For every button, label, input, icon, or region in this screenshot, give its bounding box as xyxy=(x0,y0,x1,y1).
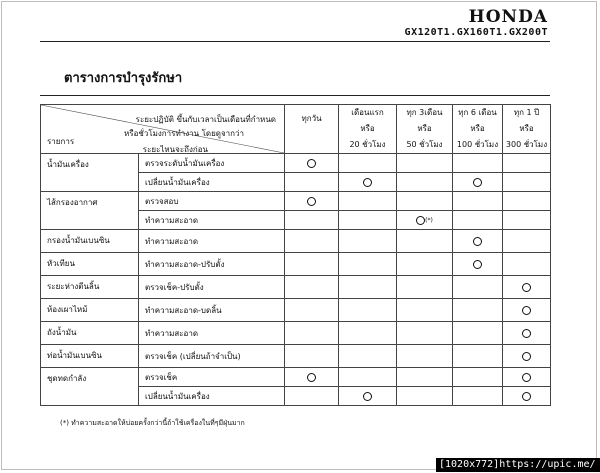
action-name: เปลี่ยนน้ำมันเครื่อง xyxy=(139,173,285,192)
schedule-cell xyxy=(339,173,397,192)
table-row xyxy=(41,322,551,345)
schedule-cell xyxy=(453,173,503,192)
schedule-cell xyxy=(397,230,453,253)
action-name: ทำความสะอาด xyxy=(139,322,285,345)
action-name: ทำความสะอาด xyxy=(139,230,285,253)
brand-logo: HONDA xyxy=(468,7,548,27)
schedule-cell xyxy=(503,368,551,387)
interval-header-first-month xyxy=(339,105,397,154)
action-name: ตรวจเช็ค (เปลี่ยนถ้าจำเป็น) xyxy=(139,345,285,368)
schedule-cell xyxy=(453,253,503,276)
check-circle-icon xyxy=(522,373,531,382)
schedule-cell xyxy=(503,154,551,173)
action-name: ตรวจเช็ค-ปรับตั้ง xyxy=(139,276,285,299)
check-circle-icon xyxy=(522,306,531,315)
schedule-cell xyxy=(397,154,453,173)
interval-line: หรือ xyxy=(470,124,485,133)
action-name: ทำความสะอาด-ปรับตั้ง xyxy=(139,253,285,276)
table-row xyxy=(41,299,551,322)
schedule-cell xyxy=(285,387,339,406)
schedule-cell xyxy=(339,211,397,230)
maintenance-table-body xyxy=(41,154,551,406)
item-name: ห้องเผาไหม้ xyxy=(41,299,139,322)
schedule-cell xyxy=(397,192,453,211)
schedule-cell xyxy=(397,387,453,406)
interval-line: เดือนแรก xyxy=(351,108,384,117)
schedule-cell xyxy=(285,192,339,211)
table-row xyxy=(41,345,551,368)
schedule-cell xyxy=(453,192,503,211)
schedule-cell xyxy=(339,322,397,345)
check-circle-icon xyxy=(363,178,372,187)
item-name: ท่อน้ำมันเบนซิน xyxy=(41,345,139,368)
action-name: ทำความสะอาด xyxy=(139,211,285,230)
schedule-cell xyxy=(339,154,397,173)
schedule-cell xyxy=(503,387,551,406)
schedule-cell xyxy=(503,192,551,211)
check-circle-icon xyxy=(522,329,531,338)
schedule-cell xyxy=(397,276,453,299)
schedule-cell xyxy=(397,211,453,230)
interval-header-1-year xyxy=(503,105,551,154)
schedule-cell xyxy=(453,387,503,406)
schedule-cell xyxy=(285,154,339,173)
schedule-cell xyxy=(285,173,339,192)
item-name: หัวเทียน xyxy=(41,253,139,276)
title-rule xyxy=(40,95,550,96)
check-circle-icon xyxy=(522,352,531,361)
table-row xyxy=(41,276,551,299)
schedule-cell xyxy=(453,368,503,387)
check-circle-icon xyxy=(522,392,531,401)
schedule-cell xyxy=(503,276,551,299)
interval-line: หรือ xyxy=(519,124,534,133)
schedule-cell xyxy=(503,253,551,276)
schedule-cell xyxy=(397,322,453,345)
check-circle-icon xyxy=(307,373,316,382)
item-name: ไส้กรองอากาศ xyxy=(41,192,139,230)
schedule-cell xyxy=(285,253,339,276)
schedule-cell xyxy=(285,322,339,345)
schedule-cell xyxy=(285,299,339,322)
interval-line: ทุก 6 เดือน xyxy=(458,108,497,117)
table-row xyxy=(41,230,551,253)
interval-header-daily xyxy=(285,105,339,154)
interval-line: 300 ชั่วโมง xyxy=(505,140,548,149)
schedule-cell xyxy=(339,253,397,276)
schedule-cell xyxy=(339,368,397,387)
table-row xyxy=(41,368,551,387)
item-column-label: รายการ xyxy=(47,137,75,146)
header-rule xyxy=(40,41,550,42)
interval-line: 50 ชั่วโมง xyxy=(406,140,443,149)
item-name: ถังน้ำมัน xyxy=(41,322,139,345)
schedule-cell xyxy=(453,211,503,230)
action-name: ตรวจเช็ค xyxy=(139,368,285,387)
check-circle-icon xyxy=(307,197,316,206)
schedule-cell xyxy=(339,387,397,406)
interval-line: หรือ xyxy=(417,124,432,133)
schedule-cell xyxy=(453,276,503,299)
diagonal-header xyxy=(41,105,285,154)
item-name: กรองน้ำมันเบนซิน xyxy=(41,230,139,253)
check-circle-icon xyxy=(307,159,316,168)
diagonal-text-3: ระยะไหนจะถึงก่อน xyxy=(142,145,208,154)
schedule-cell xyxy=(453,322,503,345)
check-circle-icon xyxy=(473,260,482,269)
item-name: น้ำมันเครื่อง xyxy=(41,154,139,192)
item-name: ชุดทดกำลัง xyxy=(41,368,139,406)
action-name: ตรวจระดับน้ำมันเครื่อง xyxy=(139,154,285,173)
action-name: เปลี่ยนน้ำมันเครื่อง xyxy=(139,387,285,406)
check-circle-icon xyxy=(416,216,425,225)
schedule-cell xyxy=(397,299,453,322)
maintenance-table xyxy=(40,104,551,406)
diagonal-text-1: ระยะปฏิบัติ ขึ้นกับเวลาเป็นเดือนที่กำหนด xyxy=(135,115,276,124)
schedule-cell xyxy=(453,345,503,368)
schedule-cell xyxy=(339,345,397,368)
schedule-cell xyxy=(285,276,339,299)
schedule-cell xyxy=(397,173,453,192)
schedule-cell xyxy=(503,322,551,345)
schedule-cell xyxy=(339,230,397,253)
check-circle-icon xyxy=(363,392,372,401)
interval-line: ทุก 1 ปี xyxy=(513,108,540,117)
table-row xyxy=(41,192,551,211)
action-name: ตรวจสอบ xyxy=(139,192,285,211)
schedule-cell xyxy=(285,211,339,230)
interval-line: ทุก 3เดือน xyxy=(406,108,443,117)
interval-header-6-months xyxy=(453,105,503,154)
table-row xyxy=(41,154,551,173)
interval-line: ทุกวัน xyxy=(301,114,322,123)
table-row xyxy=(41,253,551,276)
schedule-cell xyxy=(285,345,339,368)
schedule-cell xyxy=(453,299,503,322)
schedule-cell xyxy=(397,368,453,387)
schedule-cell xyxy=(503,211,551,230)
schedule-cell xyxy=(285,368,339,387)
action-name: ทำความสะอาด-บดลิ้น xyxy=(139,299,285,322)
interval-header-3-months xyxy=(397,105,453,154)
interval-line: 20 ชั่วโมง xyxy=(349,140,386,149)
item-name: ระยะห่างตีนลิ้น xyxy=(41,276,139,299)
schedule-cell xyxy=(339,299,397,322)
page-title: ตารางการบำรุงรักษา xyxy=(64,71,183,86)
schedule-cell xyxy=(503,230,551,253)
schedule-cell xyxy=(503,299,551,322)
check-circle-icon xyxy=(473,237,482,246)
schedule-cell xyxy=(285,230,339,253)
footnote-marker: (*) xyxy=(425,216,433,224)
model-numbers: GX120T1.GX160T1.GX200T xyxy=(404,27,548,38)
check-circle-icon xyxy=(522,283,531,292)
schedule-cell xyxy=(453,154,503,173)
schedule-cell xyxy=(503,173,551,192)
watermark: [1020x772]https://upic.me/ xyxy=(436,458,600,472)
interval-line: 100 ชั่วโมง xyxy=(456,140,499,149)
diagonal-text-2: หรือชั่วโมงการทำงาน โดยดูจากว่า xyxy=(124,129,244,138)
schedule-cell xyxy=(339,192,397,211)
schedule-cell xyxy=(503,345,551,368)
schedule-cell xyxy=(397,253,453,276)
schedule-cell xyxy=(397,345,453,368)
interval-line: หรือ xyxy=(360,124,375,133)
schedule-cell xyxy=(453,230,503,253)
schedule-cell xyxy=(339,276,397,299)
check-circle-icon xyxy=(473,178,482,187)
footnote: (*) ทำความสะอาดให้บ่อยครั้งกว่านี้ถ้าใช้เครื่องในที่ๆมีฝุ่นมาก xyxy=(60,419,245,427)
